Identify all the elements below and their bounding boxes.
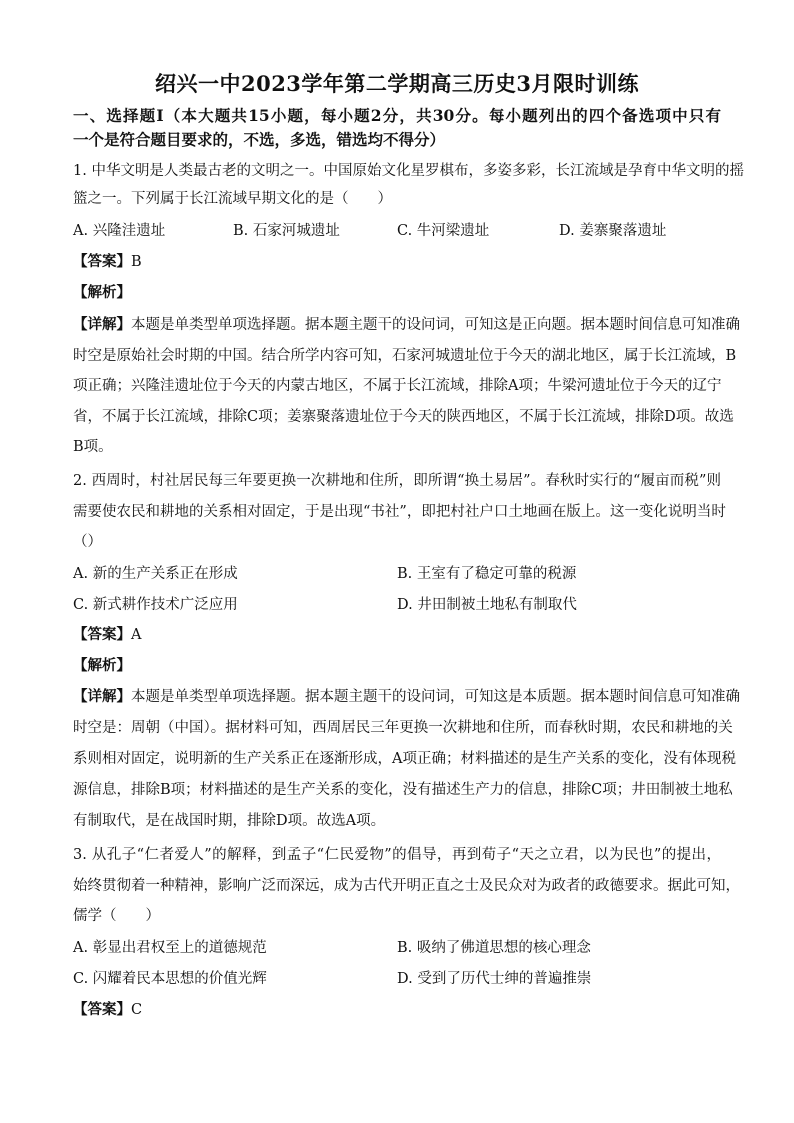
q1-answer-value: B: [131, 254, 142, 270]
q3-stem-line-2: 始终贯彻着一种精神，影响广泛而深远，成为古代开明正直之士及民众对为政者的政德要求。据此可知，: [73, 878, 740, 894]
q3-option-a: A. 彰显出君权至上的道德规范: [73, 940, 267, 956]
q2-answer-value: A: [131, 627, 142, 643]
q2-detail-line-2: 时空是：周朝（中国）。据材料可知，西周居民三年更换一次耕地和住所，而春秋时期，农民和耕地的关: [73, 720, 733, 736]
q1-detail-line-1: [73, 316, 740, 334]
q3-answer: [73, 1001, 142, 1019]
q3-stem-line-3: 儒学（ ）: [73, 908, 160, 924]
q2-detail-first: 本题是单类型单项选择题。据本题主题干的设问词，可知这是本质题。据本题时间信息可知准确: [131, 689, 740, 705]
answer-label: 【答案】: [73, 253, 131, 270]
q1-option-a: A. 兴隆洼遗址: [73, 223, 166, 239]
q2-detail-line-3: 系则相对固定，说明新的生产关系正在逐渐形成，A项正确；材料描述的是生产关系的变化，没有体现税: [73, 751, 736, 767]
q2-option-b: B. 王室有了稳定可靠的税源: [397, 566, 577, 582]
section-heading-line-2: 一个是符合题目要求的，不选，多选，错选均不得分）: [73, 130, 446, 149]
q1-option-d: D. 姜寨聚落遗址: [559, 223, 667, 239]
detail-label: 【详解】: [73, 316, 131, 333]
q1-detail-line-2: 时空是原始社会时期的中国。结合所学内容可知，石家河城遗址位于今天的湖北地区，属于长江流域，B: [73, 348, 737, 364]
q1-detail-line-5: B项。: [73, 439, 113, 455]
q1-answer: [73, 253, 142, 271]
q1-analysis-label: 【解析】: [73, 284, 131, 301]
q2-option-d: D. 井田制被土地私有制取代: [397, 597, 577, 613]
q1-option-b: B. 石家河城遗址: [233, 223, 340, 239]
q2-answer: [73, 626, 141, 644]
answer-label: 【答案】: [73, 1001, 131, 1018]
q2-detail-line-1: [73, 688, 740, 706]
q2-stem-line-3: （）: [73, 534, 102, 550]
q3-option-c: C. 闪耀着民本思想的价值光辉: [73, 971, 267, 987]
q1-stem-line-1: 1. 中华文明是人类最古老的文明之一。中国原始文化星罗棋布，多姿多彩，长江流域是孕育中华文明的摇: [73, 163, 744, 179]
q1-detail-line-4: 省，不属于长江流域，排除C项；姜寨聚落遗址位于今天的陕西地区，不属于长江流域，排除D项。故选: [73, 409, 734, 425]
q1-stem-line-2: 篮之一。下列属于长江流域早期文化的是（ ）: [73, 191, 392, 207]
q2-detail-line-4: 源信息，排除B项；材料描述的是生产关系的变化，没有描述生产力的信息，排除C项；井田制被土地私: [73, 782, 733, 798]
q3-answer-value: C: [131, 1002, 143, 1018]
q3-option-b: B. 吸纳了佛道思想的核心理念: [397, 940, 591, 956]
answer-label: 【答案】: [73, 626, 131, 643]
q3-stem-line-1: 3. 从孔子“仁者爱人”的解释，到孟子“仁民爱物”的倡导，再到荀子“天之立君，以为民也”的提出，: [73, 847, 721, 863]
detail-label: 【详解】: [73, 688, 131, 705]
q2-analysis-label: 【解析】: [73, 657, 131, 674]
section-heading-line-1: 一、选择题Ⅰ（本大题共15小题，每小题2分，共30分。每小题列出的四个备选项中只有: [73, 106, 721, 125]
q2-stem-line-1: 2. 西周时，村社居民每三年要更换一次耕地和住所，即所谓“换土易居”。春秋时实行的“履亩而税”则: [73, 473, 721, 489]
q2-stem-line-2: 需要使农民和耕地的关系相对固定，于是出现“书社”，即把村社户口土地画在版上。这一变化说明当时: [73, 504, 726, 520]
q2-option-a: A. 新的生产关系正在形成: [73, 566, 238, 582]
q1-option-c: C. 牛河梁遗址: [397, 223, 490, 239]
q2-detail-line-5: 有制取代，是在战国时期，排除D项。故选A项。: [73, 813, 386, 829]
q2-option-c: C. 新式耕作技术广泛应用: [73, 597, 238, 613]
q1-detail-first: 本题是单类型单项选择题。据本题主题干的设问词，可知这是正向题。据本题时间信息可知准确: [131, 317, 740, 333]
q1-detail-line-3: 项正确；兴隆洼遗址位于今天的内蒙古地区，不属于长江流域，排除A项；牛梁河遗址位于今天的辽宁: [73, 378, 722, 394]
page-title: 绍兴一中2023学年第二学期高三历史3月限时训练: [154, 71, 640, 96]
q3-option-d: D. 受到了历代士绅的普遍推崇: [397, 971, 592, 987]
